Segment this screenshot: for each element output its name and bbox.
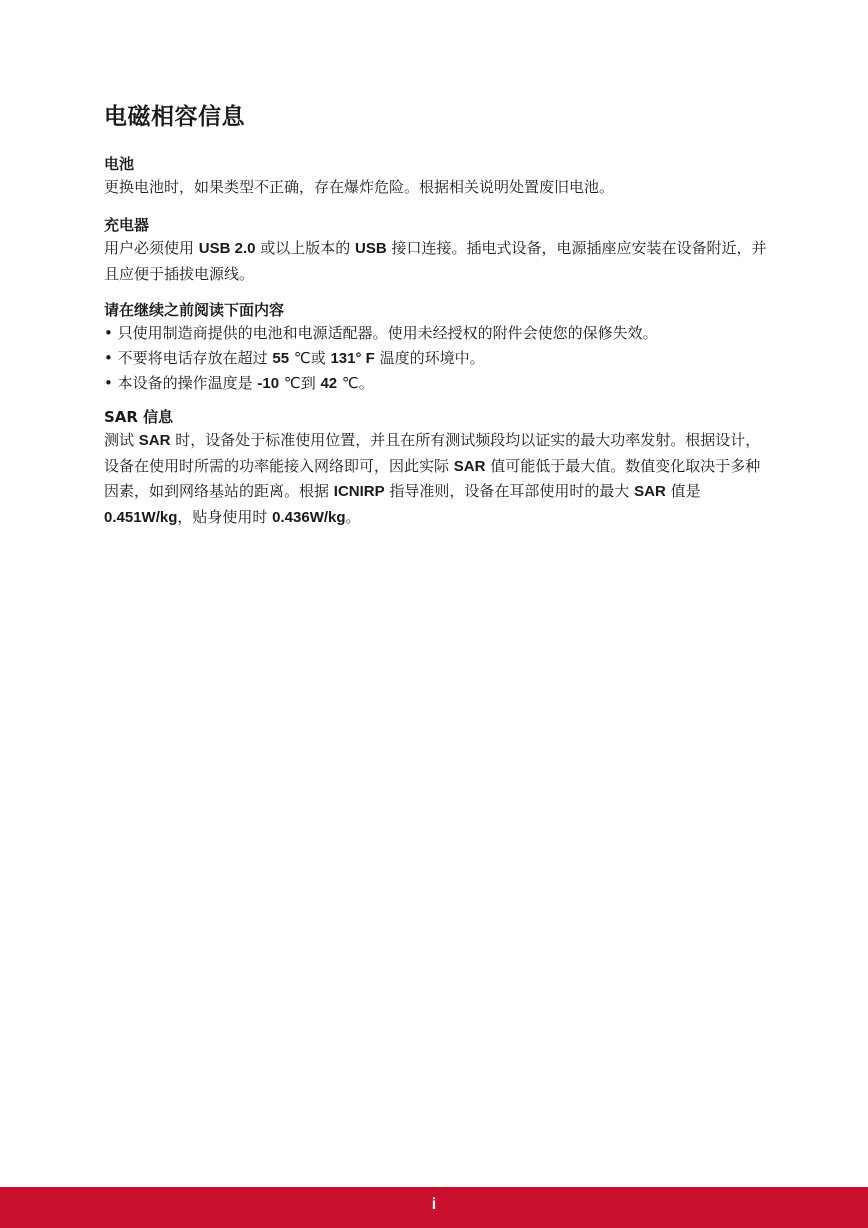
text-run: 更换电池时，如果类型不正确，存在爆炸危险。根据相关说明处置废旧电池。 <box>104 178 615 196</box>
precaution-item <box>104 346 769 372</box>
bold-text-run: SAR <box>138 432 171 449</box>
page-number: i <box>431 1196 437 1213</box>
charger-heading: 充电器 <box>104 216 150 234</box>
battery-heading: 电池 <box>104 155 135 173</box>
text-run: 时，设备处于标准使用位置，并且在所有测试频段均以证实的最大功率发射。根据设计，设备在使用时所需的功率能接入网络即可，因此实际 <box>104 431 761 475</box>
text-run: 用户必须使用 <box>104 239 199 257</box>
text-run: • 本设备的操作温度是 <box>104 374 258 392</box>
charger-paragraph <box>104 236 769 286</box>
precautions-heading: 请在继续之前阅读下面内容 <box>104 301 285 319</box>
text-run: ，贴身使用时 <box>177 507 273 526</box>
charger-section <box>104 214 769 286</box>
text-run: 值是 <box>665 482 701 500</box>
text-run: 温度的环境中。 <box>374 348 485 367</box>
precautions-list <box>104 321 769 397</box>
sar-section <box>104 406 769 530</box>
bold-text-run: 0.436W/kg <box>272 508 346 526</box>
text-run: 。 <box>345 507 361 526</box>
text-run: 测试 <box>104 431 139 449</box>
precaution-item <box>104 371 769 397</box>
bold-text-run: SAR <box>453 457 486 475</box>
text-run: 接口连接。插电式设备，电源插座应安装在设备附近，并且应便于插拔电源线。 <box>104 239 767 283</box>
footer-bar <box>0 1187 868 1228</box>
bold-text-run: USB 2.0 <box>198 240 256 257</box>
text-run: ℃到 <box>279 374 321 392</box>
bold-text-run: 131° F <box>330 349 375 367</box>
page-title: 电磁相容信息 <box>104 104 245 130</box>
sar-heading: SAR 信息 <box>104 408 174 426</box>
sar-paragraph <box>104 428 769 530</box>
bold-text-run: 55 <box>272 349 290 367</box>
text-run: ℃。 <box>337 374 374 392</box>
bold-text-run: ICNIRP <box>333 483 385 500</box>
text-run: • 不要将电话存放在超过 <box>104 348 273 367</box>
precaution-item <box>104 321 769 346</box>
bold-text-run: -10 <box>257 375 280 392</box>
bold-text-run: 42 <box>320 375 338 392</box>
battery-paragraph <box>104 175 769 200</box>
bold-text-run: 0.451W/kg <box>104 508 178 526</box>
text-run: 或以上版本的 <box>255 239 356 257</box>
text-run: 指导准则，设备在耳部使用时的最大 <box>384 482 635 500</box>
precautions-section <box>104 299 769 397</box>
text-run: • 只使用制造商提供的电池和电源适配器。使用未经授权的附件会使您的保修失效。 <box>104 324 658 342</box>
bold-text-run: SAR <box>634 483 666 500</box>
battery-section <box>104 153 769 200</box>
text-run: 值可能低于最大值。数值变化取决于多种因素，如到网络基站的距离。根据 <box>104 456 761 500</box>
bold-text-run: USB <box>355 240 387 257</box>
text-run: ℃或 <box>289 348 331 367</box>
